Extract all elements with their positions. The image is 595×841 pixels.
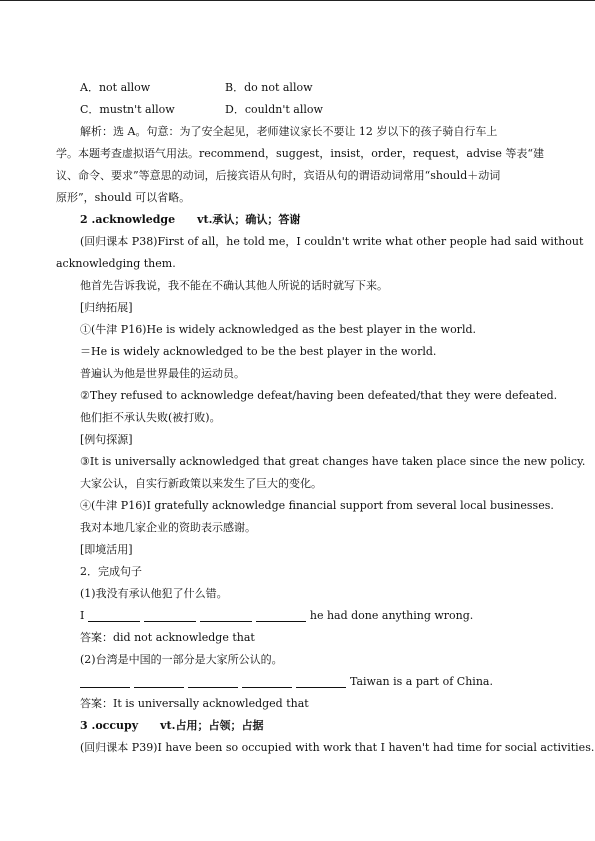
example-4-translation: 我对本地几家企业的资助表示感谢。 — [80, 521, 256, 534]
task-2-answer: 答案：It is universally acknowledged that — [80, 697, 309, 710]
answer-blank[interactable] — [134, 673, 184, 688]
analysis-line-2: 学。本题考查虚拟语气用法。recommend，suggest，insist，order，request，advise 等表“建 — [56, 147, 545, 160]
answer-blank[interactable] — [242, 673, 292, 688]
example-1: ①(牛津 P16)He is widely acknowledged as the best player in the world. — [80, 323, 476, 336]
option-c: C．mustn't allow — [80, 103, 175, 116]
example-2-translation: 他们拒不承认失败(被打败)。 — [80, 411, 221, 424]
heading-definition: vt.占用；占领；占据 — [160, 719, 264, 732]
option-b: B．do not allow — [225, 81, 313, 94]
option-a: A．not allow — [80, 81, 151, 94]
analysis-line-4: 原形”，should 可以省略。 — [56, 191, 191, 204]
heading-word: 2 .acknowledge — [80, 213, 176, 226]
source-translation: 他首先告诉我说，我不能在不确认其他人所说的话时就写下来。 — [80, 279, 388, 292]
example-3: ③It is universally acknowledged that great changes have taken place since the new policy. — [80, 455, 586, 468]
answer-blank[interactable] — [296, 673, 346, 688]
task-2-prompt: (2)台湾是中国的一部分是大家所公认的。 — [80, 653, 283, 666]
section-heading-occupy — [56, 715, 540, 737]
example-1-translation: 普遍认为他是世界最佳的运动员。 — [80, 367, 245, 380]
task-1-start: I — [80, 609, 85, 622]
answer-blank[interactable] — [256, 607, 306, 622]
source-sentence: (回归课本 P38)First of all，he told me，I couldn't write what other people had said without — [80, 235, 584, 248]
answer-blank[interactable] — [144, 607, 196, 622]
occupy-source-sentence: (回归课本 P39)I have been so occupied with work that I haven't had time for social activities. — [80, 741, 595, 754]
task-1-end: he had done anything wrong. — [309, 609, 474, 622]
example-2: ②They refused to acknowledge defeat/having been defeated/that they were defeated. — [80, 389, 558, 402]
task-title: 2．完成句子 — [80, 565, 142, 578]
heading-definition: vt.承认；确认；答谢 — [197, 213, 301, 226]
source-sentence-cont: acknowledging them. — [56, 257, 176, 270]
answer-blank[interactable] — [188, 673, 238, 688]
task-2-end: Taiwan is a part of China. — [350, 675, 493, 688]
answer-blank[interactable] — [200, 607, 252, 622]
heading-word: 3 .occupy — [80, 719, 139, 732]
example-4: ④(牛津 P16)I gratefully acknowledge financial support from several local businesses. — [80, 499, 554, 512]
example-1b: ＝He is widely acknowledged to be the best player in the world. — [80, 345, 437, 358]
tag-examples: [例句探源] — [80, 433, 133, 446]
task-2-sentence — [56, 671, 540, 693]
analysis-line-3: 议、命令、要求”等意思的动词，后接宾语从句时，宾语从句的谓语动词常用“should＋动词 — [56, 169, 501, 182]
analysis-line-1: 解析：选 A。句意：为了安全起见，老师建议家长不要让 12 岁以下的孩子骑自行车上 — [80, 125, 498, 138]
answer-blank[interactable] — [88, 607, 140, 622]
answer-blank[interactable] — [80, 673, 130, 688]
page-content — [56, 77, 595, 759]
task-1-answer: 答案：did not acknowledge that — [80, 631, 255, 644]
task-1-sentence — [56, 605, 540, 627]
example-3-translation: 大家公认，自实行新政策以来发生了巨大的变化。 — [80, 477, 322, 490]
top-border-line — [0, 0, 595, 1]
option-d: D．couldn't allow — [225, 103, 323, 116]
section-heading-acknowledge — [56, 209, 540, 231]
tag-practice: [即境活用] — [80, 543, 133, 556]
tag-summary: [归纳拓展] — [80, 301, 133, 314]
task-1-prompt: (1)我没有承认他犯了什么错。 — [80, 587, 228, 600]
options-row-ab — [56, 77, 540, 99]
options-row-cd — [56, 99, 540, 121]
